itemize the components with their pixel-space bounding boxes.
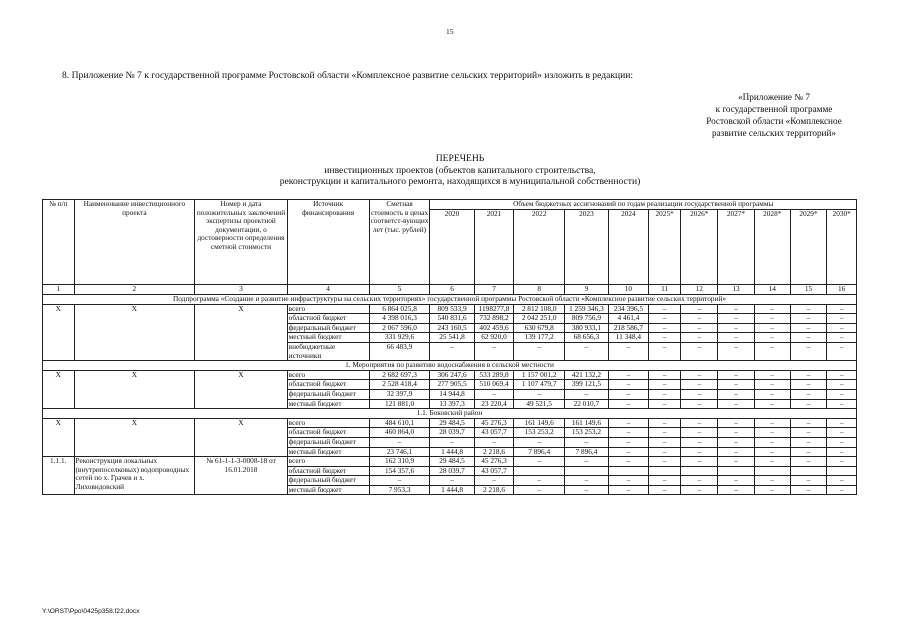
year-value: – — [790, 333, 827, 343]
year-value: – — [827, 476, 857, 486]
estimated-cost: 7 953,3 — [369, 485, 430, 495]
year-value: – — [608, 476, 648, 486]
funding-source: всего — [287, 370, 369, 380]
year-value: 510 069,4 — [474, 380, 514, 390]
year-value: – — [608, 418, 648, 428]
project-number: X — [43, 370, 75, 408]
year-value: – — [754, 485, 790, 495]
year-value: 402 459,6 — [474, 323, 514, 333]
funding-source: местный бюджет — [287, 447, 369, 457]
header-year: 2022 — [514, 210, 564, 285]
year-value: – — [754, 476, 790, 486]
year-value: – — [718, 457, 755, 467]
year-value: 4 461,4 — [608, 314, 648, 324]
estimated-cost: – — [369, 476, 430, 486]
year-value: – — [648, 437, 681, 447]
year-value: – — [827, 457, 857, 467]
year-value: 28 039,7 — [430, 428, 474, 438]
funding-source: областной бюджет — [287, 380, 369, 390]
funding-source: местный бюджет — [287, 333, 369, 343]
estimated-cost: 2 682 697,3 — [369, 370, 430, 380]
year-value: 161 149,6 — [514, 418, 564, 428]
year-value: 421 132,2 — [564, 370, 608, 380]
project-name: X — [74, 370, 195, 408]
year-value: – — [754, 342, 790, 360]
estimated-cost: 66 483,9 — [369, 342, 430, 360]
year-value: – — [681, 380, 718, 390]
year-value: 43 057,7 — [474, 466, 514, 476]
year-value: – — [648, 333, 681, 343]
year-value: – — [514, 457, 564, 467]
year-value: – — [564, 457, 608, 467]
year-value: – — [564, 389, 608, 399]
estimated-cost: 162 310,9 — [369, 457, 430, 467]
column-number: 6 — [430, 285, 474, 295]
header-expertise: Номер и дата положительных заключений экспертизы проектной документации, о достоверности определения сметной стоимости — [195, 200, 287, 285]
year-value — [648, 466, 681, 476]
year-value: 218 586,7 — [608, 323, 648, 333]
year-value: 23 220,4 — [474, 399, 514, 409]
year-value: 234 396,5 — [608, 304, 648, 314]
year-value: – — [681, 304, 718, 314]
year-value: – — [681, 333, 718, 343]
estimated-cost: 484 610,1 — [369, 418, 430, 428]
year-value: – — [514, 485, 564, 495]
year-value: – — [681, 437, 718, 447]
year-value: 62 920,0 — [474, 333, 514, 343]
column-number: 2 — [74, 285, 195, 295]
year-value: 1 157 001,2 — [514, 370, 564, 380]
year-value: – — [754, 399, 790, 409]
year-value: – — [681, 476, 718, 486]
year-value: 243 160,5 — [430, 323, 474, 333]
project-expertise: № 61-1-1-3-0008-18 от 16.01.2018 — [195, 457, 287, 495]
estimated-cost: 23 746,1 — [369, 447, 430, 457]
year-value: – — [430, 437, 474, 447]
year-value: – — [648, 323, 681, 333]
year-value: 1 444,8 — [430, 485, 474, 495]
year-value: 45 276,3 — [474, 457, 514, 467]
title-line: реконструкции и капитального ремонта, находящихся в муниципальной собственности) — [279, 176, 641, 187]
year-value: – — [648, 342, 681, 360]
year-value: – — [608, 437, 648, 447]
year-value: – — [827, 304, 857, 314]
year-value: – — [681, 323, 718, 333]
year-value: – — [754, 333, 790, 343]
project-name: Реконструкция локальных (внутрипоселковых) водопроводных сетей по х. Грачев и х. Лиховидовский — [74, 457, 195, 495]
year-value: – — [648, 304, 681, 314]
year-value: – — [514, 342, 564, 360]
year-value: 2 218,6 — [474, 447, 514, 457]
year-value: – — [827, 389, 857, 399]
year-value: 399 121,5 — [564, 380, 608, 390]
year-value: 7 896,4 — [514, 447, 564, 457]
year-value: – — [564, 342, 608, 360]
header-name: Наименование инвестиционного проекта — [74, 200, 195, 285]
project-name: X — [74, 418, 195, 456]
year-value: – — [718, 485, 755, 495]
estimated-cost: 121 881,0 — [369, 399, 430, 409]
year-value: – — [827, 428, 857, 438]
year-value: 2 812 108,0 — [514, 304, 564, 314]
year-value: – — [718, 323, 755, 333]
column-number: 13 — [718, 285, 755, 295]
year-value: – — [754, 437, 790, 447]
header-source: Источник финансирования — [287, 200, 369, 285]
year-value — [514, 466, 564, 476]
column-number: 15 — [790, 285, 827, 295]
year-value: – — [790, 437, 827, 447]
year-value: 533 289,8 — [474, 370, 514, 380]
year-value: 630 679,8 — [514, 323, 564, 333]
year-value — [608, 466, 648, 476]
header-year: 2020 — [430, 210, 474, 285]
year-value: – — [754, 428, 790, 438]
year-value: – — [648, 428, 681, 438]
column-number: 5 — [369, 285, 430, 295]
funding-source: областной бюджет — [287, 428, 369, 438]
year-value: – — [564, 476, 608, 486]
table-row — [43, 370, 857, 380]
header-no: № п/п — [43, 200, 75, 285]
funding-source: внебюджетные источники — [287, 342, 369, 360]
year-value: – — [718, 304, 755, 314]
year-value: 277 905,5 — [430, 380, 474, 390]
appendix-line: развитие сельских территорий» — [712, 128, 836, 138]
year-value: – — [681, 342, 718, 360]
column-number: 4 — [287, 285, 369, 295]
project-number: 1.1.1. — [43, 457, 75, 495]
year-value: 1 107 479,7 — [514, 380, 564, 390]
year-value: – — [718, 380, 755, 390]
column-number: 12 — [681, 285, 718, 295]
header-year: 2030* — [827, 210, 857, 285]
table-row — [43, 304, 857, 314]
year-value: – — [564, 485, 608, 495]
funding-source: федеральный бюджет — [287, 323, 369, 333]
year-value: – — [790, 389, 827, 399]
year-value: – — [718, 476, 755, 486]
page-number: 15 — [446, 27, 454, 36]
funding-source: местный бюджет — [287, 485, 369, 495]
estimated-cost: 6 864 025,8 — [369, 304, 430, 314]
estimated-cost: – — [369, 437, 430, 447]
year-value: 732 898,2 — [474, 314, 514, 324]
year-value: – — [718, 342, 755, 360]
year-value: – — [430, 476, 474, 486]
year-value: – — [790, 428, 827, 438]
year-value: – — [474, 476, 514, 486]
year-value: – — [827, 323, 857, 333]
year-value: – — [718, 418, 755, 428]
year-value: – — [430, 342, 474, 360]
year-value: – — [681, 370, 718, 380]
year-value: 139 177,2 — [514, 333, 564, 343]
year-value: – — [718, 437, 755, 447]
year-value: – — [608, 342, 648, 360]
column-number: 16 — [827, 285, 857, 295]
year-value: 380 933,1 — [564, 323, 608, 333]
year-value: – — [827, 370, 857, 380]
project-expertise: X — [195, 304, 287, 361]
year-value: – — [648, 314, 681, 324]
file-path: Y:\ORST\Ppo\0425p358.f22.docx — [42, 608, 140, 615]
estimated-cost: 4 398 016,3 — [369, 314, 430, 324]
year-value: 1198277,8 — [474, 304, 514, 314]
header-year: 2028* — [754, 210, 790, 285]
header-year: 2024 — [608, 210, 648, 285]
estimated-cost: 2 528 418,4 — [369, 380, 430, 390]
year-value: – — [648, 370, 681, 380]
year-value: – — [718, 428, 755, 438]
column-number: 3 — [195, 285, 287, 295]
year-value: – — [790, 370, 827, 380]
year-value: – — [608, 399, 648, 409]
year-value: – — [754, 447, 790, 457]
year-value: – — [648, 457, 681, 467]
year-value: – — [754, 457, 790, 467]
projects-table — [42, 199, 857, 495]
year-value: – — [608, 447, 648, 457]
subprogram-title: Подпрограмма «Создание и развитие инфраструктуры на сельских территориях» государственной программы Ростовской области «Комплексное развитие сельских территорий» — [43, 295, 857, 305]
year-value: – — [827, 437, 857, 447]
project-expertise: X — [195, 370, 287, 408]
title-line: инвестиционных проектов (объектов капитального строительства, — [324, 164, 596, 176]
year-value: – — [648, 418, 681, 428]
project-number: X — [43, 304, 75, 361]
year-value: 14 944,8 — [430, 389, 474, 399]
year-value: – — [608, 380, 648, 390]
year-value: – — [790, 323, 827, 333]
year-value: – — [790, 418, 827, 428]
year-value: – — [790, 342, 827, 360]
year-value: 306 247,6 — [430, 370, 474, 380]
column-number: 8 — [514, 285, 564, 295]
table-row — [43, 418, 857, 428]
year-value: 1 444,8 — [430, 447, 474, 457]
year-value: 1 259 346,3 — [564, 304, 608, 314]
project-expertise: X — [195, 418, 287, 456]
funding-source: всего — [287, 418, 369, 428]
year-value: – — [754, 314, 790, 324]
year-value: – — [827, 333, 857, 343]
year-value: – — [514, 476, 564, 486]
year-value: – — [608, 370, 648, 380]
column-number: 1 — [43, 285, 75, 295]
section-title: 1.1. Боковский район — [43, 409, 857, 419]
year-value — [827, 466, 857, 476]
year-value: 13 397,3 — [430, 399, 474, 409]
year-value — [790, 466, 827, 476]
header-volume: Объем бюджетных ассигнований по годам реализации государственной программы — [430, 200, 857, 210]
year-value: – — [790, 485, 827, 495]
year-value: – — [754, 304, 790, 314]
estimated-cost: 32 397,9 — [369, 389, 430, 399]
year-value: – — [514, 389, 564, 399]
year-value: – — [827, 342, 857, 360]
year-value: – — [474, 437, 514, 447]
year-value — [754, 466, 790, 476]
year-value: – — [827, 314, 857, 324]
year-value: 43 057,7 — [474, 428, 514, 438]
year-value: 22 010,7 — [564, 399, 608, 409]
year-value: – — [648, 380, 681, 390]
year-value: 29 484,5 — [430, 457, 474, 467]
funding-source: всего — [287, 457, 369, 467]
funding-source: местный бюджет — [287, 399, 369, 409]
year-value: – — [754, 370, 790, 380]
year-value: 2 218,6 — [474, 485, 514, 495]
appendix-header — [690, 91, 858, 139]
funding-source: всего — [287, 304, 369, 314]
year-value: – — [718, 389, 755, 399]
year-value: – — [827, 485, 857, 495]
year-value: – — [790, 457, 827, 467]
funding-source: федеральный бюджет — [287, 437, 369, 447]
year-value: – — [648, 399, 681, 409]
year-value: – — [648, 476, 681, 486]
year-value: 2 042 251,0 — [514, 314, 564, 324]
year-value: 7 896,4 — [564, 447, 608, 457]
appendix-line: к государственной программе — [715, 104, 833, 114]
year-value: – — [608, 457, 648, 467]
year-value: – — [827, 447, 857, 457]
year-value: 809 533,9 — [430, 304, 474, 314]
funding-source: федеральный бюджет — [287, 389, 369, 399]
year-value — [681, 466, 718, 476]
year-value: – — [754, 380, 790, 390]
intro-text: 8. Приложение № 7 к государственной программе Ростовской области «Комплексное развитие сельских территорий» изложить в редакции: — [62, 70, 634, 81]
year-value: 25 541,8 — [430, 333, 474, 343]
year-value: – — [790, 304, 827, 314]
header-year: 2029* — [790, 210, 827, 285]
header-year: 2027* — [718, 210, 755, 285]
year-value: 11 348,4 — [608, 333, 648, 343]
year-value: – — [608, 428, 648, 438]
header-year: 2021 — [474, 210, 514, 285]
year-value: – — [564, 437, 608, 447]
year-value: – — [648, 485, 681, 495]
year-value: – — [827, 418, 857, 428]
year-value: – — [474, 342, 514, 360]
year-value: – — [718, 333, 755, 343]
estimated-cost: 2 067 596,0 — [369, 323, 430, 333]
column-number: 14 — [754, 285, 790, 295]
year-value — [718, 466, 755, 476]
document-title — [150, 153, 770, 188]
table-row — [43, 457, 857, 467]
column-number: 9 — [564, 285, 608, 295]
year-value: – — [827, 399, 857, 409]
project-name: X — [74, 304, 195, 361]
year-value: – — [754, 389, 790, 399]
year-value: 45 276,3 — [474, 418, 514, 428]
column-number: 11 — [648, 285, 681, 295]
year-value: – — [718, 370, 755, 380]
funding-source: областной бюджет — [287, 466, 369, 476]
title-line: ПЕРЕЧЕНЬ — [435, 153, 485, 164]
year-value: 29 484,5 — [430, 418, 474, 428]
year-value: – — [474, 389, 514, 399]
project-number: X — [43, 418, 75, 456]
year-value: – — [790, 447, 827, 457]
year-value: 49 521,5 — [514, 399, 564, 409]
year-value: – — [790, 380, 827, 390]
year-value: – — [681, 399, 718, 409]
header-year: 2023 — [564, 210, 608, 285]
year-value: – — [681, 389, 718, 399]
year-value: – — [648, 389, 681, 399]
funding-source: областной бюджет — [287, 314, 369, 324]
year-value: – — [681, 314, 718, 324]
header-cost: Сметная стоимость в ценах соответст-вующих лет (тыс. рублей) — [369, 200, 430, 285]
year-value: – — [718, 447, 755, 457]
year-value: – — [790, 399, 827, 409]
column-number: 10 — [608, 285, 648, 295]
year-value: – — [681, 485, 718, 495]
year-value: – — [681, 428, 718, 438]
estimated-cost: 460 864,0 — [369, 428, 430, 438]
header-year: 2025* — [648, 210, 681, 285]
year-value: – — [827, 380, 857, 390]
year-value: 153 253,2 — [514, 428, 564, 438]
appendix-line: Ростовской области «Комплексное — [706, 116, 842, 126]
year-value: – — [754, 418, 790, 428]
year-value: – — [790, 314, 827, 324]
year-value: – — [648, 447, 681, 457]
year-value: – — [754, 323, 790, 333]
year-value: 161 149,6 — [564, 418, 608, 428]
estimated-cost: 331 929,6 — [369, 333, 430, 343]
year-value: 68 656,3 — [564, 333, 608, 343]
year-value: – — [608, 485, 648, 495]
section-title: 1. Мероприятия по развитию водоснабжения в сельской местности — [43, 361, 857, 371]
year-value — [564, 466, 608, 476]
funding-source: федеральный бюджет — [287, 476, 369, 486]
year-value: – — [790, 476, 827, 486]
year-value: 153 253,2 — [564, 428, 608, 438]
year-value: – — [718, 399, 755, 409]
year-value: – — [608, 389, 648, 399]
year-value: – — [681, 447, 718, 457]
year-value: 809 756,9 — [564, 314, 608, 324]
year-value: – — [718, 314, 755, 324]
year-value: 28 039,7 — [430, 466, 474, 476]
year-value: – — [681, 418, 718, 428]
year-value: – — [681, 457, 718, 467]
year-value: – — [514, 437, 564, 447]
appendix-line: «Приложение № 7 — [738, 92, 810, 102]
column-number: 7 — [474, 285, 514, 295]
year-value: 540 831,6 — [430, 314, 474, 324]
estimated-cost: 154 357,6 — [369, 466, 430, 476]
header-year: 2026* — [681, 210, 718, 285]
